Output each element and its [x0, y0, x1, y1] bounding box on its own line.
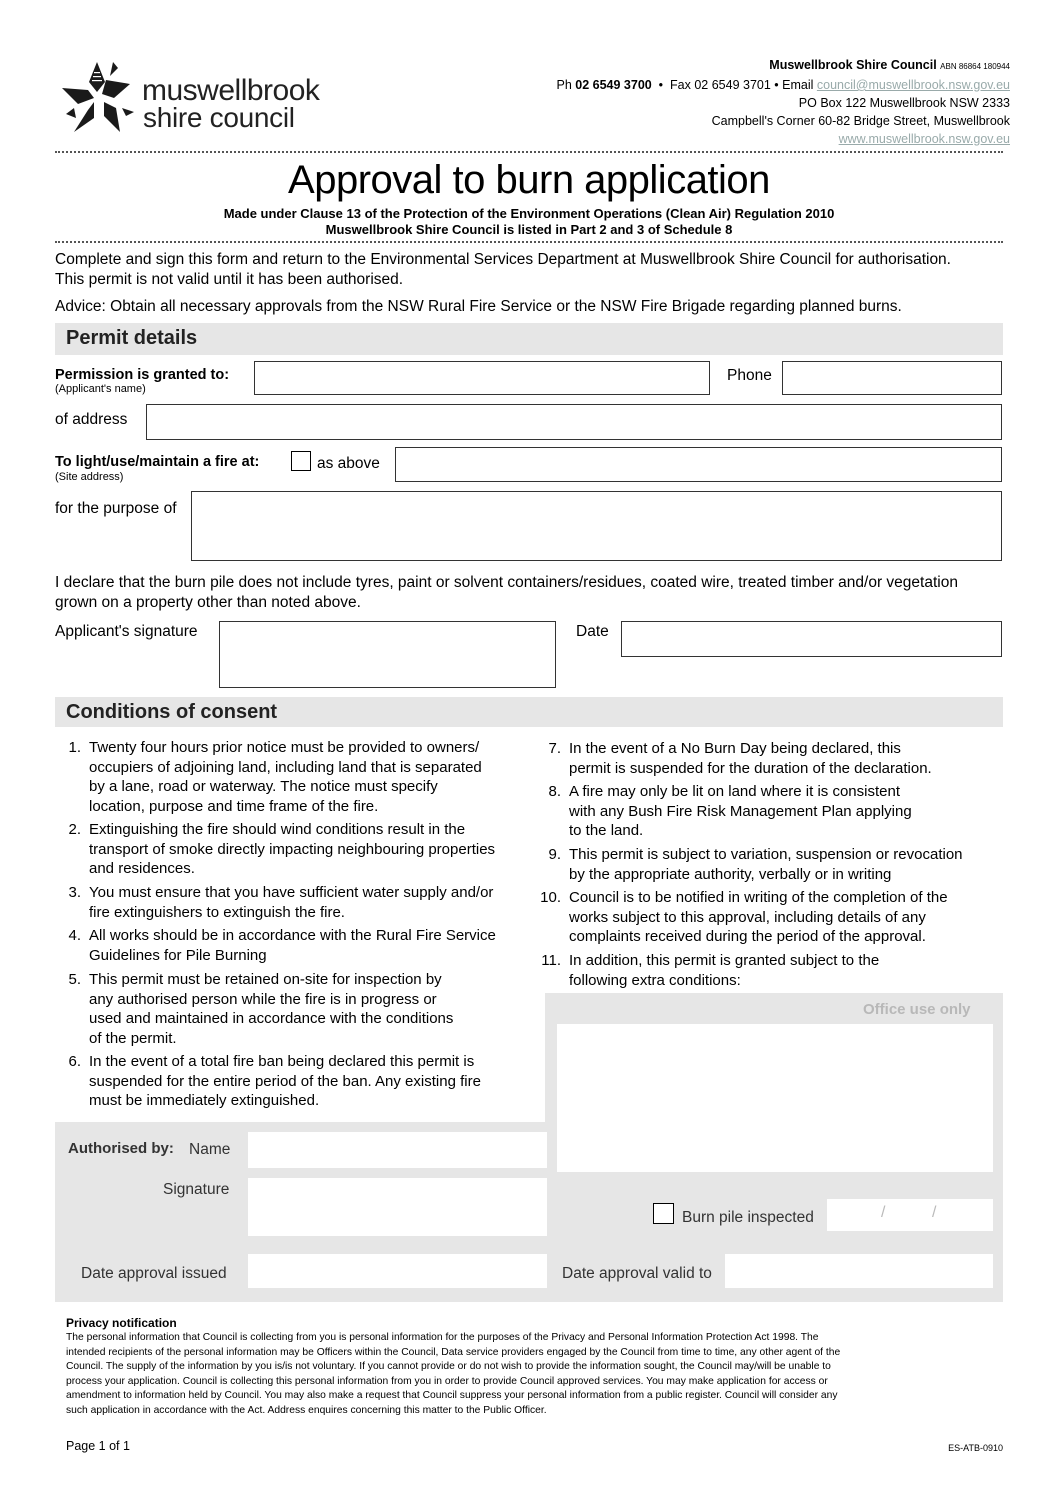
- fax-number: 02 6549 3701: [694, 78, 771, 92]
- signature-label: Applicant's signature: [55, 623, 198, 640]
- phone-field[interactable]: [782, 361, 1002, 395]
- title-divider: [55, 241, 1003, 243]
- address-label: of address: [55, 411, 128, 428]
- privacy-title: Privacy notification: [66, 1316, 177, 1330]
- as-above-label: as above: [317, 455, 380, 472]
- contact-block: [450, 56, 1010, 148]
- condition-number: 10.: [540, 889, 561, 906]
- date-valid-field[interactable]: [725, 1254, 993, 1288]
- condition-number: 7.: [548, 740, 561, 757]
- burn-pile-label: Burn pile inspected: [682, 1209, 814, 1226]
- email-link[interactable]: council@muswellbrook.nsw.gov.eu: [816, 78, 1010, 92]
- date-field[interactable]: [621, 621, 1002, 657]
- site-address-field[interactable]: [395, 447, 1002, 482]
- name-label: Name: [189, 1141, 231, 1158]
- condition-number: 8.: [548, 783, 561, 800]
- condition-number: 9.: [548, 846, 561, 863]
- phone-line: Ph 02 6549 3700 • Fax 02 6549 3701 • Email council@muswellbrook.nsw.gov.eu: [556, 78, 1010, 92]
- po-box: PO Box 122 Muswellbrook NSW 2333: [798, 96, 1010, 110]
- privacy-line: such application in accordance with the Act. Address enquires concerning this matter to the Public Officer.: [66, 1404, 547, 1416]
- condition-text: All works should be in accordance with the Rural Fire Service Guidelines for Pile Burning: [89, 927, 496, 964]
- privacy-line: intended recipients of the personal information may be Officers within the Council, Data service providers engaged by the Council from time to time, any other agent of the: [66, 1346, 841, 1358]
- condition-text: Council is to be notified in writing of the completion of the works subject to this approval, including details of any complaints received during the period of the approval.: [569, 889, 948, 945]
- authorised-signature-field[interactable]: [248, 1178, 547, 1236]
- condition-number: 5.: [68, 971, 81, 988]
- date-label: Date: [576, 623, 609, 640]
- purpose-field[interactable]: [191, 491, 1002, 561]
- date-issued-field[interactable]: [248, 1254, 547, 1288]
- condition-text: In the event of a No Burn Day being declared, this permit is suspended for the duration of the declaration.: [569, 740, 932, 777]
- condition-text: A fire may only be lit on land where it is consistent with any Bush Fire Risk Management Plan applying to the land.: [569, 783, 912, 839]
- privacy-line: The personal information that Council is collecting from you is personal information for the purposes of the Privacy and Personal Information Protection Act 1998. The: [66, 1332, 819, 1343]
- condition-text: Extinguishing the fire should wind conditions result in the transport of smoke directly impacting neighbouring properties and residences.: [89, 821, 496, 877]
- site-label: To light/use/maintain a fire at:: [55, 454, 260, 470]
- date-valid-label: Date approval valid to: [562, 1265, 712, 1282]
- permit-section-header: [55, 323, 1003, 355]
- authorised-name-field[interactable]: [248, 1132, 547, 1168]
- condition-text: Twenty four hours prior notice must be provided to owners/ occupiers of adjoining land, including land that is separated by a lane, road or waterway. The notice must specify location, purpose and time frame of the fire.: [89, 739, 482, 815]
- email-label: Email: [782, 78, 814, 92]
- condition-text: This permit is subject to variation, suspension or revocation by the appropriate authority, verbally or in writing: [569, 846, 963, 883]
- signature-field[interactable]: [219, 621, 556, 688]
- intro-line-2: This permit is not valid until it has been authorised.: [55, 271, 404, 288]
- date-issued-label: Date approval issued: [81, 1265, 227, 1282]
- condition-number: 1.: [68, 739, 81, 756]
- granted-sublabel: (Applicant's name): [55, 383, 146, 395]
- page-number: Page 1 of 1: [66, 1439, 130, 1453]
- condition-text: This permit must be retained on-site for inspection by any authorised person while the fire is in progress or used and maintained in accordance with the conditions of the permit.: [89, 971, 454, 1047]
- privacy-line: Council. The supply of the information by you is/is not voluntary. If you cannot provide or do not wish to provide the information sought, the Council may/will be unable to: [66, 1361, 831, 1372]
- applicant-name-field[interactable]: [254, 361, 710, 395]
- title-subtitle-2: Muswellbrook Shire Council is listed in Part 2 and 3 of Schedule 8: [325, 222, 733, 237]
- condition-number: 6.: [68, 1053, 81, 1070]
- office-use-title: Office use only: [863, 1001, 971, 1018]
- purpose-label: for the purpose of: [55, 500, 177, 517]
- address-field[interactable]: [146, 404, 1002, 440]
- org-name: Muswellbrook Shire Council: [769, 58, 937, 72]
- inspection-date-field[interactable]: [827, 1199, 993, 1231]
- phone-number: 02 6549 3700: [575, 78, 652, 92]
- privacy-line: amendment to information held by Council. You may also make a request that Council suppress your personal information from a public register. Council will consider any: [66, 1390, 838, 1401]
- logo-text-line2: shire council: [143, 102, 295, 133]
- date-separator: /: [881, 1204, 886, 1221]
- as-above-checkbox[interactable]: [291, 451, 311, 471]
- conditions-section-title: Conditions of consent: [66, 701, 278, 723]
- phone-label: Ph: [556, 78, 572, 92]
- office-signature-label: Signature: [163, 1181, 230, 1198]
- condition-text: You must ensure that you have sufficient water supply and/or fire extinguishers to extinguish the fire.: [89, 884, 494, 921]
- logo-text-line1: muswellbrook: [142, 74, 320, 107]
- phone-label: Phone: [727, 367, 772, 384]
- privacy-text: [66, 1331, 1003, 1418]
- site-sublabel: (Site address): [55, 471, 124, 483]
- authorised-by-label: Authorised by:: [68, 1140, 174, 1157]
- granted-label: Permission is granted to:: [55, 367, 230, 383]
- privacy-line: process your application. Council is collecting this personal information from you in order to provide Council approved services. You may make application for access or: [66, 1375, 828, 1387]
- intro-advice: Advice: Obtain all necessary approvals from the NSW Rural Fire Service or the NSW Fire Brigade regarding planned burns.: [55, 298, 902, 315]
- fax-label: Fax: [670, 78, 691, 92]
- condition-number: 2.: [68, 821, 81, 838]
- condition-text: In the event of a total fire ban being declared this permit is suspended for the entire period of the ban. Any existing fire must be immediately extinguished.: [89, 1053, 481, 1109]
- council-logo-icon: [58, 58, 136, 140]
- website-link[interactable]: www.muswellbrook.nsw.gov.eu: [838, 132, 1010, 146]
- declaration-line-2: grown on a property other than noted above.: [55, 594, 361, 611]
- condition-number: 4.: [68, 927, 81, 944]
- permit-section-title: Permit details: [66, 327, 198, 349]
- condition-number: 11.: [541, 952, 561, 969]
- extra-conditions-field[interactable]: [557, 1024, 993, 1172]
- header-divider: [55, 151, 1003, 153]
- title-subtitle-1: Made under Clause 13 of the Protection of the Environment Operations (Clean Air) Regulation 2010: [223, 206, 835, 221]
- abn: ABN 86864 180944: [940, 62, 1010, 71]
- org-line: [450, 56, 1010, 76]
- burn-pile-checkbox[interactable]: [653, 1203, 674, 1224]
- street-address: Campbell's Corner 60-82 Bridge Street, Muswellbrook: [711, 114, 1010, 128]
- form-code: ES-ATB-0910: [948, 1443, 1003, 1453]
- declaration-line-1: I declare that the burn pile does not include tyres, paint or solvent containers/residues, coated wire, treated timber and/or vegetation: [55, 574, 958, 591]
- condition-number: 3.: [68, 884, 81, 901]
- page-title: Approval to burn application: [288, 158, 770, 202]
- intro-line-1: Complete and sign this form and return to the Environmental Services Department at Muswellbrook Shire Council for authorisation.: [55, 251, 951, 268]
- date-separator: /: [932, 1204, 937, 1221]
- condition-text: In addition, this permit is granted subject to the following extra conditions:: [569, 952, 880, 989]
